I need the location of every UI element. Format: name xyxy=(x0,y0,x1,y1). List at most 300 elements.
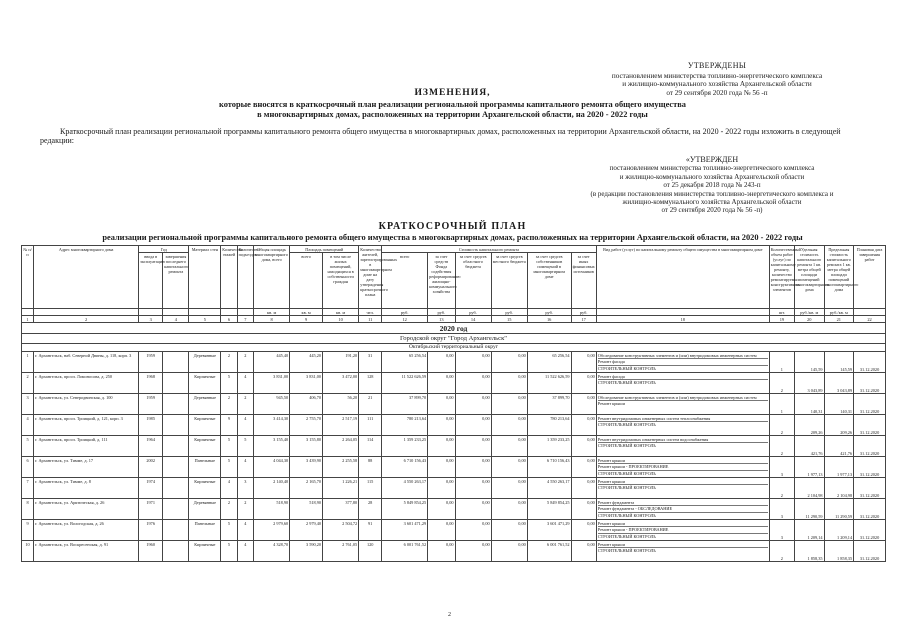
cell-works xyxy=(596,499,769,520)
cell-qty: 3 xyxy=(769,520,794,541)
col-header: за счет средств местного бюджета xyxy=(491,253,527,309)
work-type: СТРОИТЕЛЬНЫЙ КОНТРОЛЬ xyxy=(597,380,656,386)
cell-total: 4 550 263,17 xyxy=(382,478,428,499)
approval-line: от 25 декабря 2018 года № 243-п xyxy=(663,181,761,190)
cell-mest: 0,00 xyxy=(491,520,527,541)
cell-fond: 0,00 xyxy=(428,499,455,520)
cell-works xyxy=(596,394,769,415)
column-numbers-row xyxy=(22,316,886,323)
work-type: СТРОИТЕЛЬНЫЙ КОНТРОЛЬ xyxy=(597,422,656,428)
cell-mat: Кирпичные xyxy=(189,541,221,562)
cell-cost2: 140,31 xyxy=(824,394,854,415)
work-type: СТРОИТЕЛЬНЫЙ КОНТРОЛЬ xyxy=(597,365,656,371)
work-type: Ремонт крыши xyxy=(598,479,768,486)
cell-date: 31.12.2020 xyxy=(854,478,886,499)
cell-total: 6 710 156,43 xyxy=(382,457,428,478)
col-header: Количество подъездов xyxy=(237,246,253,309)
cell-addr: г. Архангельск, наб. Северной Двины, д. 118, корп. 3 xyxy=(34,352,139,373)
cell-cost1: 1 209,14 xyxy=(794,520,824,541)
cell-n: 8 xyxy=(22,499,34,520)
cell-mest: 0,00 xyxy=(491,415,527,436)
work-type: СТРОИТЕЛЬНЫЙ КОНТРОЛЬ xyxy=(597,470,656,476)
work-type: Ремонт фасада xyxy=(598,374,768,381)
cell-ent: 2 xyxy=(237,352,253,373)
cell-own: 6 710 156,43 xyxy=(527,457,571,478)
cell-mest: 0,00 xyxy=(491,478,527,499)
work-type: Ремонт фундамента - ОБСЛЕДОВАНИЕ xyxy=(598,506,768,513)
header-row xyxy=(22,246,886,253)
cell-mat: Панельные xyxy=(189,520,221,541)
col-header: Материал стен xyxy=(189,246,221,309)
year-row xyxy=(22,323,886,334)
cell-y2 xyxy=(163,352,189,373)
cell-mat: Деревянные xyxy=(189,352,221,373)
cell-qty: 2 xyxy=(769,478,794,499)
cell-date: 31.12.2020 xyxy=(854,352,886,373)
cell-area: 518,90 xyxy=(254,499,290,520)
cell-mest: 0,00 xyxy=(491,373,527,394)
cell-y2 xyxy=(163,436,189,457)
column-number: 5 xyxy=(189,316,221,323)
cell-y1: 1985 xyxy=(139,415,163,436)
city-row xyxy=(22,334,886,344)
cell-cost1: 2 104,98 xyxy=(794,478,824,499)
cell-fond: 0,00 xyxy=(428,394,455,415)
cell-total: 65 256,54 xyxy=(382,352,428,373)
col-header: всего xyxy=(382,253,428,309)
table-body xyxy=(22,352,886,562)
cell-a_all: 3 590,20 xyxy=(290,541,323,562)
cell-a_own: 1 226,21 xyxy=(323,478,359,499)
cell-a_own: 56,20 xyxy=(323,394,359,415)
cell-own: 11 522 626,59 xyxy=(527,373,571,394)
cell-fl: 5 xyxy=(221,436,237,457)
cell-cost1: 145,59 xyxy=(794,352,824,373)
cell-n: 3 xyxy=(22,394,34,415)
cell-own: 780 213,64 xyxy=(527,415,571,436)
cell-fl: 2 xyxy=(221,394,237,415)
cell-ent: 4 xyxy=(237,541,253,562)
city-label: Городской округ "Город Архангельск" xyxy=(22,334,886,344)
cell-other: 0,00 xyxy=(571,373,596,394)
cell-mat: Кирпичные xyxy=(189,478,221,499)
cell-ent: 2 xyxy=(237,499,253,520)
col-header: за счет средств Фонда содействия реформированию жилищно-коммунального хозяйства xyxy=(428,253,455,309)
cell-a_all: 445,20 xyxy=(290,352,323,373)
cell-other: 0,00 xyxy=(571,436,596,457)
cell-y2 xyxy=(163,394,189,415)
column-number: 9 xyxy=(290,316,323,323)
cell-mest: 0,00 xyxy=(491,436,527,457)
table-row xyxy=(22,394,886,415)
work-type: СТРОИТЕЛЬНЫЙ КОНТРОЛЬ xyxy=(597,512,656,518)
cell-works xyxy=(596,436,769,457)
cell-cost1: 3 043,89 xyxy=(794,373,824,394)
column-number: 14 xyxy=(455,316,491,323)
cell-a_all: 518,90 xyxy=(290,499,323,520)
cell-cost2: 209,26 xyxy=(824,415,854,436)
intro-paragraph: Краткосрочный план реализации региональной программы капитального ремонта общего имущества в многоквартирных домах, расположенных на территории Архангельской области, на 2020 - 2022 годы изложить в следующей редакции: xyxy=(40,127,841,146)
changes-subtitle: которые вносятся в краткосрочный план реализации региональной программы капитального ремонта общего имущества xyxy=(219,100,686,109)
work-type: СТРОИТЕЛЬНЫЙ КОНТРОЛЬ xyxy=(597,443,656,449)
cell-date: 31.12.2020 xyxy=(854,520,886,541)
cell-y1: 1974 xyxy=(139,478,163,499)
cell-n: 6 xyxy=(22,457,34,478)
cell-fl: 5 xyxy=(221,541,237,562)
cell-addr: г. Архангельск, просп. Троицкий, д. 121, корп. 3 xyxy=(34,415,139,436)
cell-fl: 2 xyxy=(221,499,237,520)
plan-subtitle: реализации региональной программы капитального ремонта общего имущества в многоквартирных домах, расположенных на территории Архангельской области, на 2020 - 2022 годы xyxy=(102,233,803,242)
approval-line: постановлением министерства топливно-энергетического комплекса xyxy=(611,71,823,80)
plan-table xyxy=(21,245,886,562)
column-number: 19 xyxy=(769,316,794,323)
approval-line: постановлением министерства топливно-энергетического комплекса xyxy=(609,164,815,173)
col-header: Количественный объем работ (услуг) по капитальному ремонту, количество ремонтируемых конструктивных элементов xyxy=(769,246,794,309)
cell-y1: 1971 xyxy=(139,499,163,520)
cell-addr: г. Архангельск, ул. Вологодская, д. 26 xyxy=(34,520,139,541)
col-header: Площадь помещений xyxy=(290,246,359,253)
cell-addr: г. Архангельск, ул. Северодвинская, д. 100 xyxy=(34,394,139,415)
approval-title: УТВЕРЖДЕНЫ xyxy=(687,61,747,70)
cell-obl: 0,00 xyxy=(455,373,491,394)
cell-a_all: 2 755,70 xyxy=(290,415,323,436)
cell-n: 9 xyxy=(22,520,34,541)
cell-fond: 0,00 xyxy=(428,436,455,457)
cell-mat: Деревянные xyxy=(189,394,221,415)
cell-area: 3 155,40 xyxy=(254,436,290,457)
work-type: Ремонт крыши - ПРОЕКТИРОВАНИЕ xyxy=(598,527,768,534)
column-number: 17 xyxy=(571,316,596,323)
column-number: 10 xyxy=(323,316,359,323)
col-header: Вид работ (услуг) по капитальному ремонту общего имущества в многоквартирном доме xyxy=(596,246,769,309)
cell-y2 xyxy=(163,415,189,436)
cell-n: 1 xyxy=(22,352,34,373)
cell-y1: 1964 xyxy=(139,436,163,457)
cell-own: 5 849 854,25 xyxy=(527,499,571,520)
cell-a_own: 2 255,58 xyxy=(323,457,359,478)
cell-y1: 2002 xyxy=(139,457,163,478)
cell-cost1: 421,76 xyxy=(794,436,824,457)
cell-a_own: 377,80 xyxy=(323,499,359,520)
column-number: 8 xyxy=(254,316,290,323)
unit-cell: руб. xyxy=(428,309,455,316)
year-label: 2020 год xyxy=(22,323,886,334)
cell-date: 31.12.2020 xyxy=(854,541,886,562)
work-type: Ремонт крыши xyxy=(598,521,768,528)
cell-mat: Кирпичные xyxy=(189,373,221,394)
cell-ent: 4 xyxy=(237,520,253,541)
cell-mat: Кирпичные xyxy=(189,436,221,457)
cell-a_own: 2 761,05 xyxy=(323,541,359,562)
approval-line: (в редакции постановления министерства топливно-энергетического комплекса и xyxy=(590,189,834,198)
cell-ppl: 115 xyxy=(359,478,382,499)
work-type: Обследование конструктивных элементов и (или) внутридомовых инженерных систем xyxy=(598,353,768,360)
cell-ent: 4 xyxy=(237,373,253,394)
cell-ent: 4 xyxy=(237,415,253,436)
cell-ppl: 128 xyxy=(359,373,382,394)
cell-fl: 5 xyxy=(221,373,237,394)
column-number: 16 xyxy=(527,316,571,323)
work-type: Ремонт фундамента xyxy=(598,500,768,507)
cell-n: 7 xyxy=(22,478,34,499)
table-row xyxy=(22,352,886,373)
cell-cost2: 145,59 xyxy=(824,352,854,373)
cell-ent: 4 xyxy=(237,457,253,478)
col-header: завершения последнего капитального ремонта xyxy=(163,253,189,309)
cell-obl: 0,00 xyxy=(455,457,491,478)
cell-obl: 0,00 xyxy=(455,436,491,457)
cell-qty: 1 xyxy=(769,352,794,373)
cell-mest: 0,00 xyxy=(491,394,527,415)
table-row xyxy=(22,499,886,520)
plan-title: КРАТКОСРОЧНЫЙ ПЛАН xyxy=(378,221,527,232)
col-header: Плановая дата завершения работ xyxy=(854,246,886,309)
column-number: 4 xyxy=(163,316,189,323)
cell-qty: 1 xyxy=(769,394,794,415)
cell-cost2: 11 290,59 xyxy=(824,499,854,520)
cell-fond: 0,00 xyxy=(428,373,455,394)
col-header: за счет средств собственников помещений в многоквартирном доме xyxy=(527,253,571,309)
work-type: СТРОИТЕЛЬНЫЙ КОНТРОЛЬ xyxy=(597,548,656,554)
cell-cost1: 140,31 xyxy=(794,394,824,415)
cell-date: 31.12.2020 xyxy=(854,373,886,394)
cell-y1: 1960 xyxy=(139,541,163,562)
cell-total: 5 849 854,25 xyxy=(382,499,428,520)
cell-y1: 1959 xyxy=(139,352,163,373)
col-header: Общая площадь многоквартирного дома, всего xyxy=(254,246,290,309)
cell-a_own: 3 472,00 xyxy=(323,373,359,394)
cell-a_all: 2 165,70 xyxy=(290,478,323,499)
cell-other: 0,00 xyxy=(571,520,596,541)
cell-fond: 0,00 xyxy=(428,457,455,478)
cell-date: 31.12.2020 xyxy=(854,499,886,520)
cell-obl: 0,00 xyxy=(455,394,491,415)
cell-area: 2 140,40 xyxy=(254,478,290,499)
cell-y1: 1959 xyxy=(139,394,163,415)
cell-own: 3 601 471,29 xyxy=(527,520,571,541)
cell-n: 2 xyxy=(22,373,34,394)
cell-other: 0,00 xyxy=(571,541,596,562)
cell-fond: 0,00 xyxy=(428,478,455,499)
cell-qty: 2 xyxy=(769,415,794,436)
cell-addr: г. Архангельск, просп. Троицкий, д. 111 xyxy=(34,436,139,457)
col-header: Количество жителей, зарегистрированных в многоквартирном доме на дату утверждения краткосрочного плана xyxy=(359,246,382,309)
col-header: Предельная стоимость капитального ремонта 1 кв. метра общей площади помещений многоквартирного дома xyxy=(824,246,854,309)
cell-obl: 0,00 xyxy=(455,415,491,436)
cell-a_all: 3 831,00 xyxy=(290,373,323,394)
unit-cell: руб./кв. м xyxy=(794,309,824,316)
cell-works xyxy=(596,520,769,541)
cell-qty: 2 xyxy=(769,541,794,562)
cell-qty: 2 xyxy=(769,373,794,394)
cell-addr: г. Архангельск, просп. Ломоносова, д. 250 xyxy=(34,373,139,394)
unit-cell: шт. xyxy=(769,309,794,316)
cell-total: 780 213,64 xyxy=(382,415,428,436)
cell-fl: 9 xyxy=(221,415,237,436)
col-header: всего xyxy=(290,253,323,309)
cell-mest: 0,00 xyxy=(491,352,527,373)
cell-fl: 5 xyxy=(221,520,237,541)
cell-y1: 1976 xyxy=(139,520,163,541)
cell-y2 xyxy=(163,541,189,562)
cell-works xyxy=(596,352,769,373)
column-number: 18 xyxy=(596,316,769,323)
col-header: № п/п xyxy=(22,246,34,309)
cell-fl: 4 xyxy=(221,478,237,499)
cell-area: 3 831,00 xyxy=(254,373,290,394)
col-header: Стоимость капитального ремонта xyxy=(382,246,597,253)
approval-stamp-2 xyxy=(567,156,857,215)
cell-fond: 0,00 xyxy=(428,352,455,373)
cell-cost2: 1 209,14 xyxy=(824,520,854,541)
district-row xyxy=(22,344,886,352)
cell-addr: г. Архангельск, ул. Тимме, д. 8 xyxy=(34,478,139,499)
cell-cost1: 1 858,35 xyxy=(794,541,824,562)
cell-n: 10 xyxy=(22,541,34,562)
cell-works xyxy=(596,541,769,562)
cell-area: 445,40 xyxy=(254,352,290,373)
table-row xyxy=(22,520,886,541)
cell-y1: 1968 xyxy=(139,373,163,394)
work-type: Ремонт внутридомовых инженерных систем теплоснабжения xyxy=(598,416,768,423)
cell-area: 4 328,70 xyxy=(254,541,290,562)
work-type: Ремонт крыши xyxy=(597,401,625,407)
col-header: Год xyxy=(139,246,189,253)
column-number: 13 xyxy=(428,316,455,323)
column-number: 1 xyxy=(22,316,34,323)
cell-date: 31.12.2020 xyxy=(854,436,886,457)
cell-cost2: 1 858,35 xyxy=(824,541,854,562)
cell-total: 37 899,70 xyxy=(382,394,428,415)
work-type: СТРОИТЕЛЬНЫЙ КОНТРОЛЬ xyxy=(597,485,656,491)
changes-subtitle: в многоквартирных домах, расположенных на территории Архангельской области, на 2020 - 2022 годы xyxy=(257,110,648,119)
cell-other: 0,00 xyxy=(571,394,596,415)
approval-line: и жилищно-коммунального хозяйства Архангельской области xyxy=(622,80,812,89)
cell-ppl: 91 xyxy=(359,520,382,541)
changes-title: ИЗМЕНЕНИЯ, xyxy=(414,87,491,98)
cell-date: 31.12.2020 xyxy=(854,457,886,478)
cell-fond: 0,00 xyxy=(428,520,455,541)
column-number: 7 xyxy=(237,316,253,323)
unit-cell: чел. xyxy=(359,309,382,316)
cell-cost1: 11 290,59 xyxy=(794,499,824,520)
approval-line: от 29 сентября 2020 года № 56 -п) xyxy=(661,206,763,215)
column-number: 2 xyxy=(34,316,139,323)
unit-cell: руб. xyxy=(382,309,428,316)
col-header: ввода в эксплуатацию xyxy=(139,253,163,309)
cell-obl: 0,00 xyxy=(455,499,491,520)
cell-a_own: 2 517,19 xyxy=(323,415,359,436)
col-header: Удельная стоимость капитального ремонта 1 кв. метра общей площади помещений многоквартирного дома xyxy=(794,246,824,309)
cell-area: 945,50 xyxy=(254,394,290,415)
cell-works xyxy=(596,457,769,478)
cell-own: 6 001 761,52 xyxy=(527,541,571,562)
cell-obl: 0,00 xyxy=(455,541,491,562)
cell-total: 11 522 626,59 xyxy=(382,373,428,394)
col-header: за счет средств областного бюджета xyxy=(455,253,491,309)
col-header: Адрес многоквартирного дома xyxy=(34,246,139,309)
cell-works xyxy=(596,478,769,499)
cell-other: 0,00 xyxy=(571,478,596,499)
unit-cell: руб./кв. м xyxy=(824,309,854,316)
cell-own: 1 359 233,25 xyxy=(527,436,571,457)
unit-cell: кв. м xyxy=(290,309,323,316)
cell-mat: Деревянные xyxy=(189,499,221,520)
unit-cell: руб. xyxy=(527,309,571,316)
changes-heading xyxy=(60,87,845,120)
cell-a_all: 2 979,40 xyxy=(290,520,323,541)
cell-area: 4 044,30 xyxy=(254,457,290,478)
cell-y2 xyxy=(163,520,189,541)
unit-cell: кв. м xyxy=(323,309,359,316)
unit-cell: руб. xyxy=(571,309,596,316)
table-row xyxy=(22,415,886,436)
cell-mat: Панельные xyxy=(189,457,221,478)
cell-addr: г. Архангельск, ул. Тимме, д. 17 xyxy=(34,457,139,478)
unit-cell: кв. м xyxy=(254,309,290,316)
cell-ppl: 21 xyxy=(359,394,382,415)
cell-a_all: 3 439,90 xyxy=(290,457,323,478)
cell-cost1: 1 977,13 xyxy=(794,457,824,478)
cell-y2 xyxy=(163,478,189,499)
col-header: за счет иных финансовых источников xyxy=(571,253,596,309)
column-number: 12 xyxy=(382,316,428,323)
cell-mat: Кирпичные xyxy=(189,415,221,436)
approval-line: от 29 сентября 2020 года № 56 -п xyxy=(666,88,768,97)
plan-heading xyxy=(20,221,885,242)
cell-mest: 0,00 xyxy=(491,457,527,478)
cell-fond: 0,00 xyxy=(428,415,455,436)
cell-own: 65 256,54 xyxy=(527,352,571,373)
column-number: 21 xyxy=(824,316,854,323)
cell-obl: 0,00 xyxy=(455,478,491,499)
work-type: Ремонт крыши - ПРОЕКТИРОВАНИЕ xyxy=(598,464,768,471)
cell-area: 3 414,30 xyxy=(254,415,290,436)
cell-area: 2 979,60 xyxy=(254,520,290,541)
cell-a_all: 406,70 xyxy=(290,394,323,415)
cell-qty: 3 xyxy=(769,457,794,478)
column-number: 15 xyxy=(491,316,527,323)
cell-fl: 5 xyxy=(221,457,237,478)
cell-y2 xyxy=(163,373,189,394)
table-row xyxy=(22,541,886,562)
cell-ppl: 28 xyxy=(359,499,382,520)
cell-fl: 2 xyxy=(221,352,237,373)
work-type: Ремонт фасада xyxy=(598,359,768,366)
cell-a_own: 191,20 xyxy=(323,352,359,373)
cell-ppl: 88 xyxy=(359,457,382,478)
cell-n: 4 xyxy=(22,415,34,436)
work-type: Ремонт крыши xyxy=(598,542,768,549)
cell-cost2: 421,76 xyxy=(824,436,854,457)
cell-obl: 0,00 xyxy=(455,352,491,373)
column-number: 11 xyxy=(359,316,382,323)
cell-qty: 2 xyxy=(769,436,794,457)
cell-mest: 0,00 xyxy=(491,541,527,562)
cell-other: 0,00 xyxy=(571,457,596,478)
cell-y2 xyxy=(163,499,189,520)
cell-own: 4 550 263,17 xyxy=(527,478,571,499)
cell-fond: 0,00 xyxy=(428,541,455,562)
district-label: Октябрьский территориальный округ xyxy=(22,344,886,352)
work-type: Обследование конструктивных элементов и (или) внутридомовых инженерных систем xyxy=(598,395,768,402)
cell-a_own: 2 264,05 xyxy=(323,436,359,457)
cell-works xyxy=(596,415,769,436)
cell-obl: 0,00 xyxy=(455,520,491,541)
approval-line: и жилищно-коммунального хозяйства Архангельской области xyxy=(619,172,805,181)
cell-qty: 3 xyxy=(769,499,794,520)
cell-addr: г. Архангельск, ул. Арктическая, д. 26 xyxy=(34,499,139,520)
